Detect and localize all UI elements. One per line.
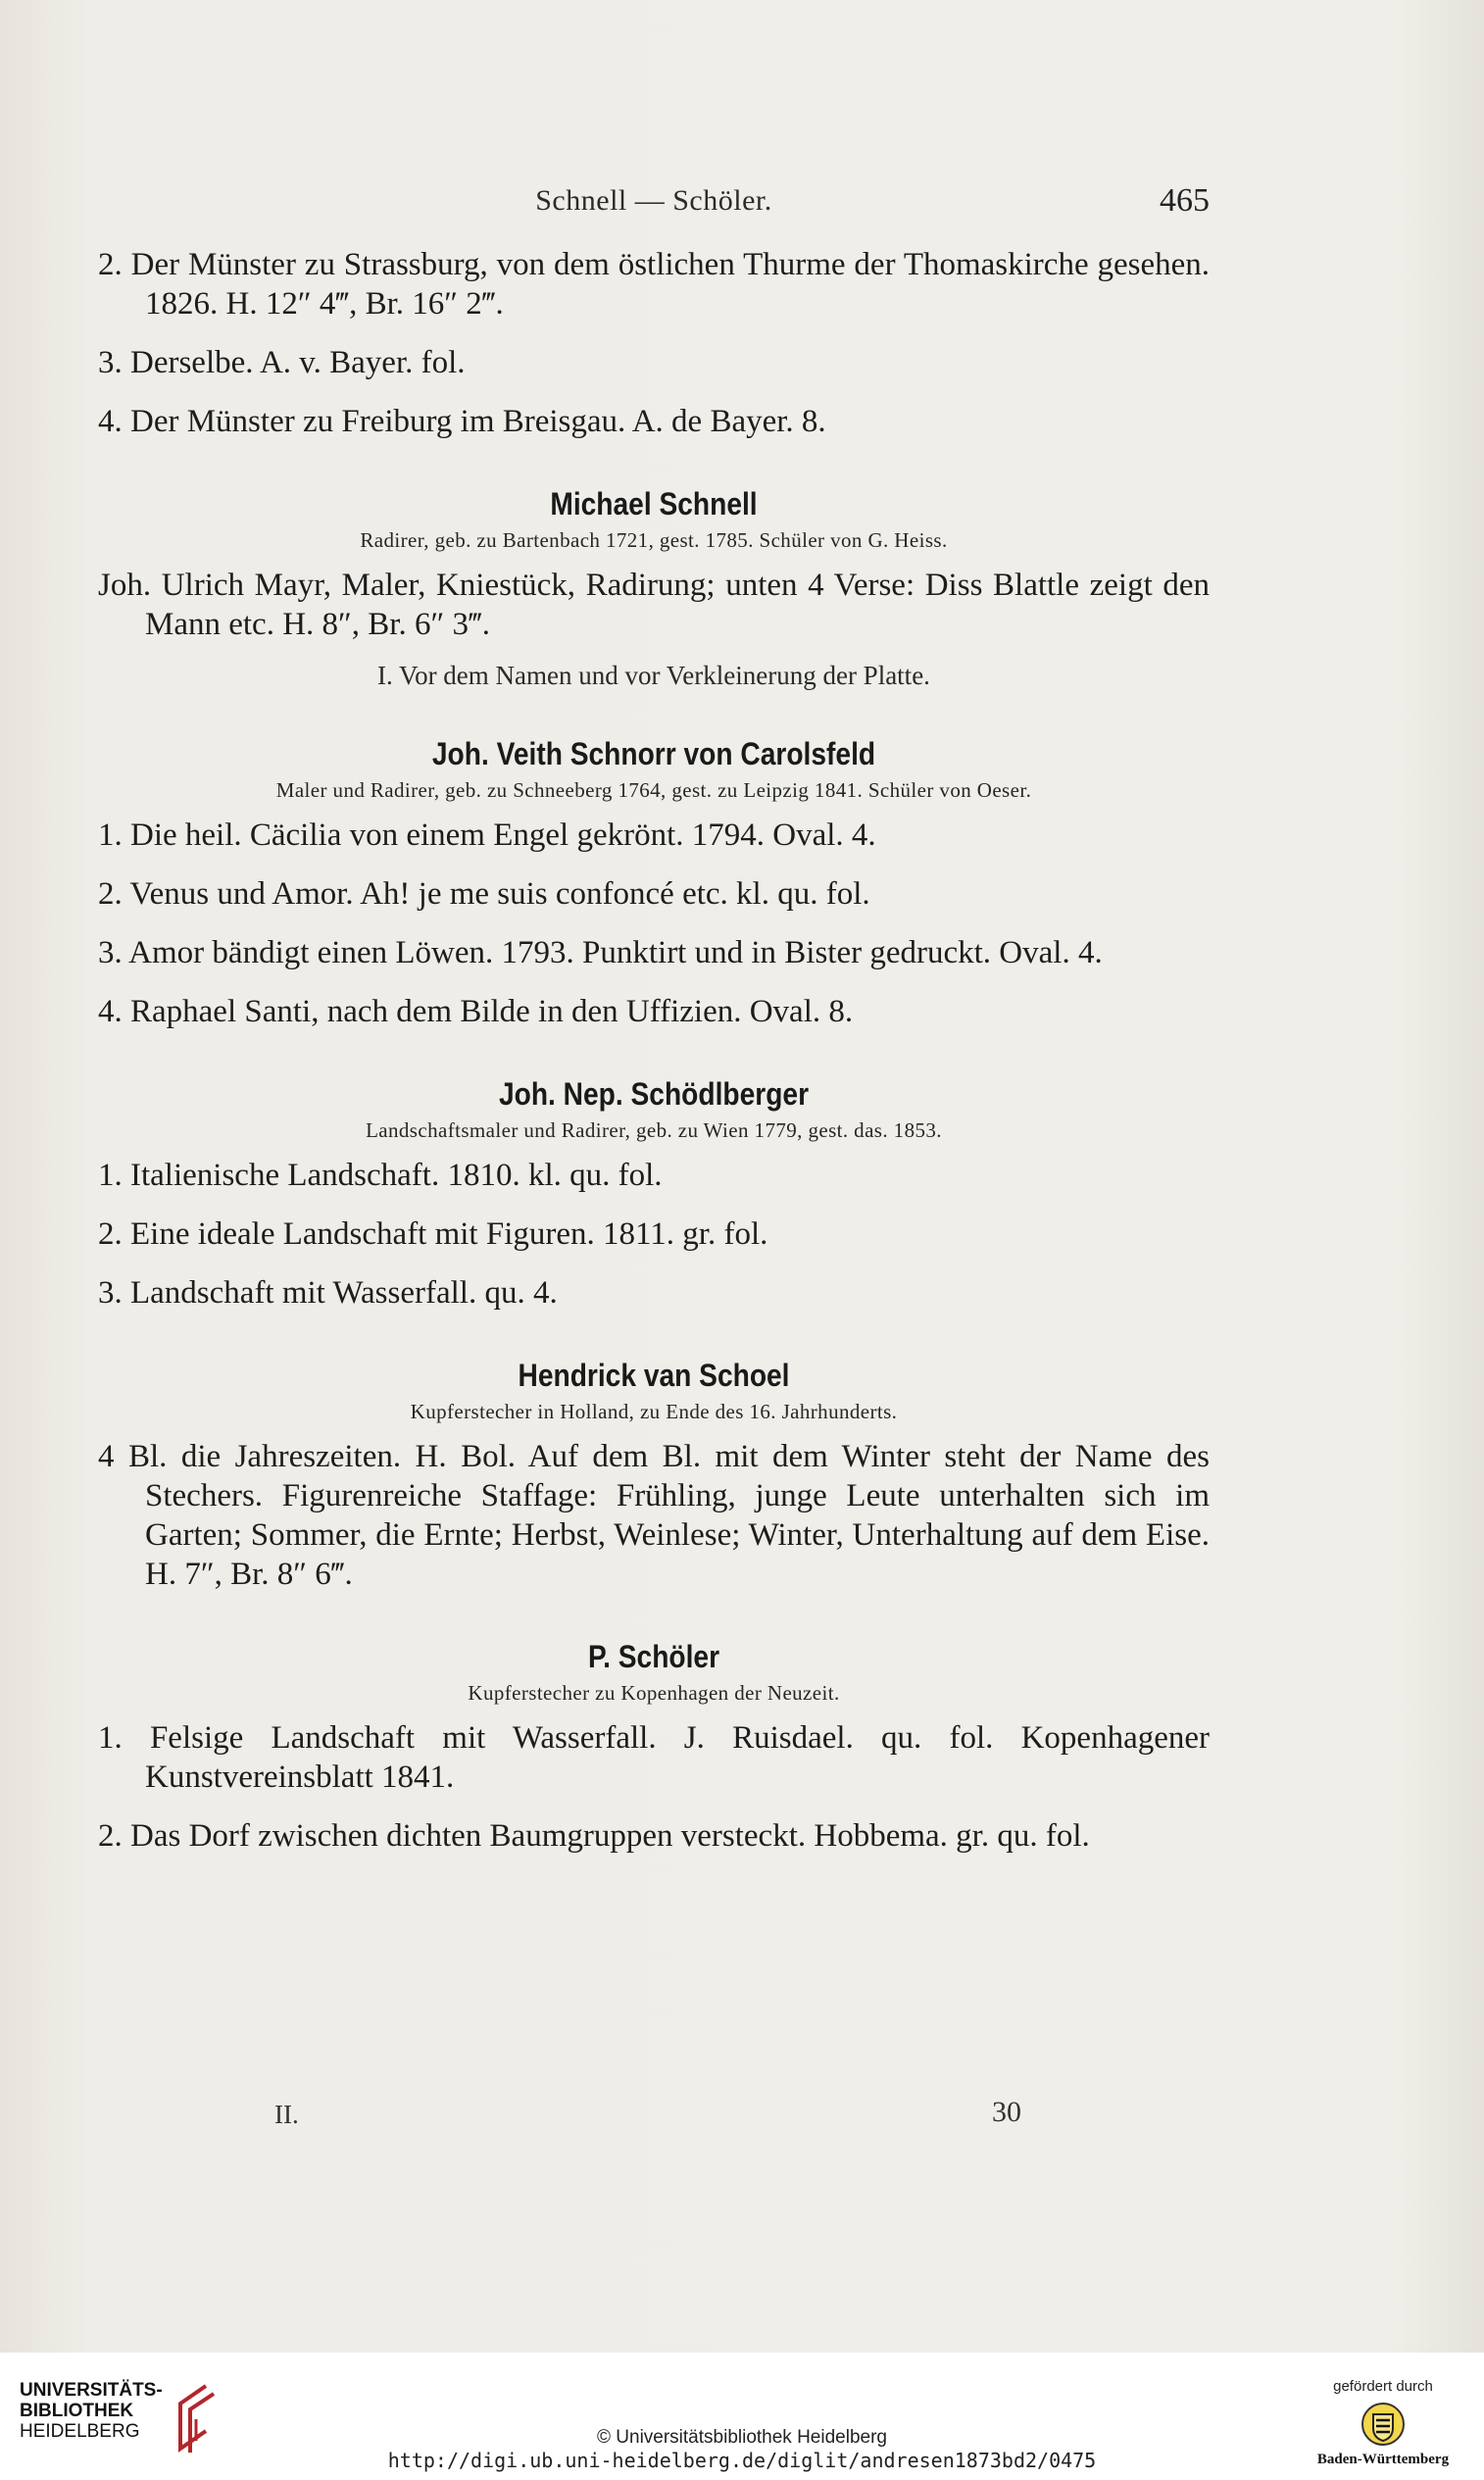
catalog-entry: 3. Amor bändigt einen Löwen. 1793. Punktirt und in Bister gedruckt. Oval. 4. [98, 935, 1103, 970]
catalog-entry: Joh. Ulrich Mayr, Maler, Kniestück, Radirung; unten 4 Verse: Diss Blattle zeigt den Mann etc. H. 8″, Br. 6″ 3‴. [98, 568, 1210, 642]
page-content [98, 245, 1210, 1875]
artist-heading: Joh. Nep. Schödlberger [498, 1076, 810, 1112]
sponsor-name: Baden-Württemberg [1316, 2452, 1450, 2467]
artist-heading: Joh. Veith Schnorr von Carolsfeld [431, 736, 876, 771]
running-head [98, 184, 1210, 223]
running-title: Schnell — Schöler. [535, 184, 772, 217]
copyright-notice: © Universitätsbibliothek Heidelberg [597, 2427, 887, 2448]
artist-description: Radirer, geb. zu Bartenbach 1721, gest. 1785. Schüler von G. Heiss. [360, 528, 948, 552]
artist-description: Maler und Radirer, geb. zu Schneeberg 1764, gest. zu Leipzig 1841. Schüler von Oeser. [275, 778, 1032, 802]
catalog-entry: 4. Raphael Santi, nach dem Bilde in den Uffizien. Oval. 8. [98, 994, 854, 1029]
catalog-entry: 4. Der Münster zu Freiburg im Breisgau. A. de Bayer. 8. [98, 404, 826, 439]
page-number: 465 [1160, 182, 1210, 219]
signature-mark: II. [274, 2100, 299, 2129]
library-name-line: UNIVERSITÄTS- [20, 2380, 163, 2401]
artist-heading: Michael Schnell [550, 486, 758, 521]
permalink-url[interactable]: http://digi.ub.uni-heidelberg.de/diglit/andresen1873bd2/0475 [387, 2449, 1097, 2472]
artist-description: Kupferstecher zu Kopenhagen der Neuzeit. [468, 1681, 840, 1705]
catalog-entry: 1. Felsige Landschaft mit Wasserfall. J. Ruisdael. qu. fol. Kopenhagener Kunstvereinsblatt 1841. [98, 1720, 1210, 1795]
sheet-number: 30 [992, 2096, 1021, 2128]
state-note: I. Vor dem Namen und vor Verkleinerung der Platte. [377, 661, 930, 690]
catalog-entry: 2. Eine ideale Landschaft mit Figuren. 1811. gr. fol. [98, 1216, 768, 1252]
artist-heading: Hendrick van Schoel [518, 1358, 790, 1393]
catalog-entry: 3. Derselbe. A. v. Bayer. fol. [98, 345, 466, 380]
catalog-entry: 2. Der Münster zu Strassburg, von dem östlichen Thurme der Thomaskirche gesehen. 1826. H. 12″ 4‴, Br. 16″ 2‴. [98, 247, 1210, 322]
coat-of-arms-icon [1360, 2401, 1407, 2448]
catalog-entry: 1. Italienische Landschaft. 1810. kl. qu. fol. [98, 1158, 663, 1193]
catalog-entry: 2. Venus und Amor. Ah! je me suis confoncé etc. kl. qu. fol. [98, 876, 870, 912]
catalog-entry: 1. Die heil. Cäcilia von einem Engel gekrönt. 1794. Oval. 4. [98, 818, 876, 853]
digitization-footer [0, 2353, 1484, 2480]
sponsor-block[interactable] [1300, 2378, 1466, 2468]
library-name-line: BIBLIOTHEK [20, 2401, 134, 2421]
artist-description: Kupferstecher in Holland, zu Ende des 16. Jahrhunderts. [410, 1400, 898, 1423]
library-name-line: HEIDELBERG [20, 2421, 140, 2442]
artist-heading: P. Schöler [587, 1639, 720, 1674]
catalog-entry: 2. Das Dorf zwischen dichten Baumgruppen versteckt. Hobbema. gr. qu. fol. [98, 1818, 1090, 1854]
artist-description: Landschaftsmaler und Radirer, geb. zu Wien 1779, gest. das. 1853. [366, 1118, 942, 1142]
sponsor-label: gefördert durch [1333, 2378, 1433, 2395]
catalog-entry: 3. Landschaft mit Wasserfall. qu. 4. [98, 1275, 558, 1311]
catalog-entry: 4 Bl. die Jahreszeiten. H. Bol. Auf dem Bl. mit dem Winter steht der Name des Stechers. Figurenreiche Staffage: Frühling, junge Leute unterhalten sich im Garten; Sommer, die Ernte; Herbst, Weinlese; Winter, Unterhaltung auf dem Eise. H. 7″, Br. 8″ 6‴. [98, 1439, 1210, 1592]
